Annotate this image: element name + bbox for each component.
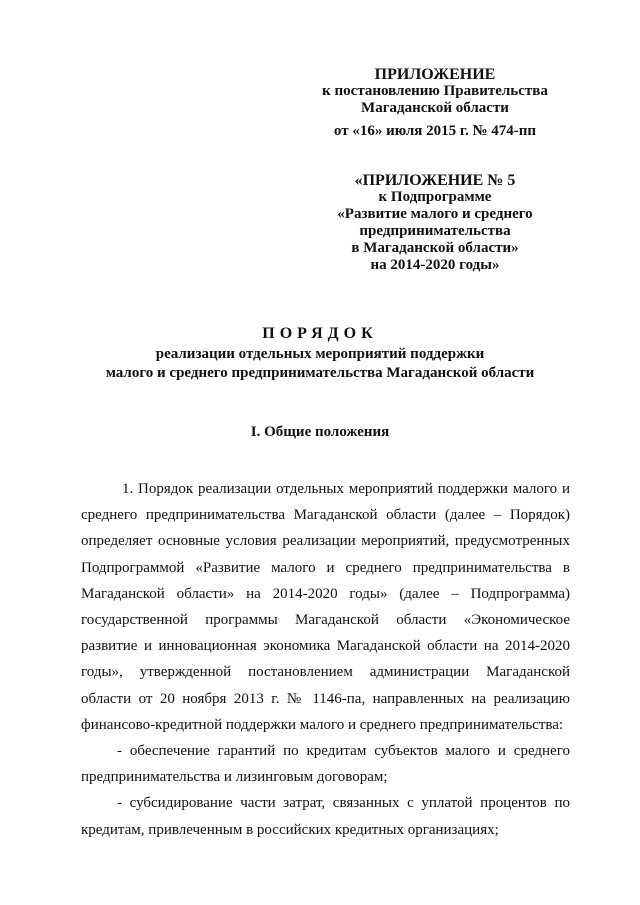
document-title-word: ПОРЯДОК	[262, 325, 378, 342]
list-item: - субсидирование части затрат, связанных с уплатой процентов по кредитам, привлеченным в российских кредитных организациях;	[81, 795, 570, 838]
section-heading: I. Общие положения	[250, 424, 390, 440]
appendix5-line: предпринимательства	[359, 223, 511, 239]
document-subtitle-line: малого и среднего предпринимательства Магаданской области	[105, 365, 535, 381]
appendix5-header	[300, 172, 570, 274]
appendix-line: Магаданской области	[361, 100, 509, 116]
document-title	[60, 324, 580, 382]
appendix-title: ПРИЛОЖЕНИЕ	[374, 66, 496, 83]
appendix5-line: «Развитие малого и среднего	[337, 206, 533, 222]
appendix-line: к постановлению Правительства	[322, 83, 548, 99]
appendix5-line: на 2014-2020 годы»	[370, 257, 500, 273]
appendix-header	[300, 66, 570, 140]
list-item: - обеспечение гарантий по кредитам субъектов малого и среднего предпринимательства и лизинговым договорам;	[81, 743, 570, 786]
document-body	[81, 476, 570, 843]
paragraph: 1. Порядок реализации отдельных мероприятий поддержки малого и среднего предпринимательства Магаданской области (далее – Порядок) определяет основные условия реализации мероприятий, предусмотренных Подпрограммой «Развитие малого и среднего предпринимательства в Магаданской области» на 2014-2020 годы» (далее – Подпрограмма) государственной программы Магаданской области «Экономическое развитие и инновационная экономика Магаданской области на 2014-2020 годы», утвержденной постановлением администрации Магаданской области от 20 ноября 2013 г. № 1146-па, направленных на реализацию финансово-кредитной поддержки малого и среднего предпринимательства:	[81, 481, 570, 733]
appendix5-line: к Подпрограмме	[378, 189, 492, 205]
document-subtitle-line: реализации отдельных мероприятий поддержки	[155, 346, 485, 362]
appendix-date: от «16» июля 2015 г. № 474-пп	[333, 123, 537, 139]
appendix5-line: в Магаданской области»	[351, 240, 519, 256]
appendix5-title: «ПРИЛОЖЕНИЕ № 5	[354, 172, 516, 189]
